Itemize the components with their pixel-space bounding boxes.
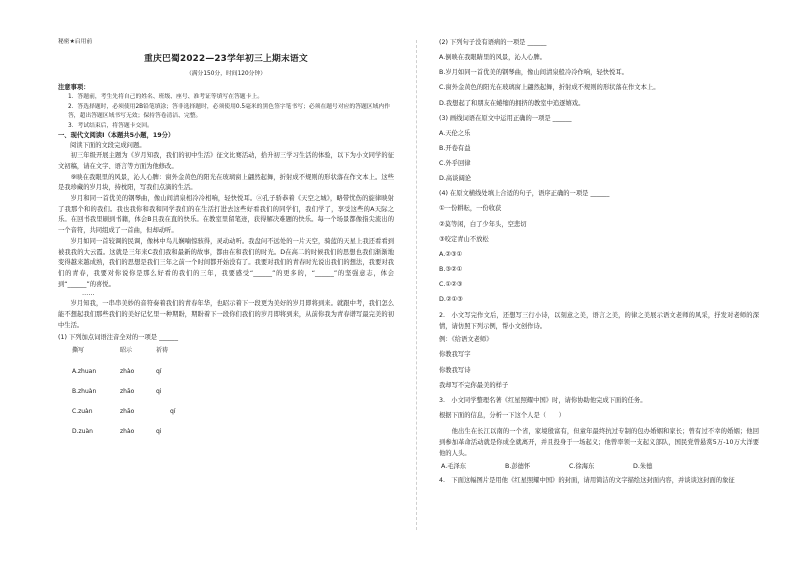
example-line: 我却写不完你最美的样子 [439,381,509,389]
essay-paragraph: 初三年级开展主题为《岁月知我，我们的初中生活》征文比赛活动，拾升初三学习生活的体验，以下为小文同学的征文初稿，请在文字、语言等方面为他修改。 [58,152,394,170]
q1-option-cell: qi [156,428,162,436]
ellipsis: …… [82,290,95,298]
q3-option: A.天伦之乐 [439,129,471,137]
q1-option-cell: zhāo [120,388,135,396]
q4-option: D.②①③ [439,296,463,304]
question-7: 4. 下面这幅图片是用他《红星照耀中国》的封面，请用简洁的文字描绘这封面内容，并谈谈这封面的象征 [439,477,735,485]
q1-option-cell: qi [156,388,162,396]
q1-option-cell: zhào [120,368,135,376]
question-1: (1) 下列加点词语注音全对的一项是 ______ [58,334,178,342]
q1-option-cell: qí [156,368,162,376]
q4-option: B.③②① [439,265,463,273]
q1-option-cell: qí [170,408,176,416]
q4-sentence: ①一份耕耘，一份收获 [439,205,502,213]
q1-head-cell: 昭示 [120,347,133,355]
q4-option: C.①②③ [439,281,463,288]
question-6: 3. 小文同学整理名著《红星照耀中国》时，请你协助他完成下面的任务。 [439,396,647,404]
example-title: 例：《给语文老师》 [439,336,493,344]
q3-option: D.高谈阔论 [439,175,472,183]
q1-option-cell: B.zhuàn [72,388,97,396]
q1-option-cell: A.zhuan [72,368,97,376]
q6-option: C.徐海东 [569,463,595,471]
secret-label: 秘密★启用前 [58,39,93,45]
question-5: 2. 小文写完作文后，还想写三行小诗，以刻意之美，语言之美，的律之美展示语文老师的风采，抒发对老师的深情，请仿照下列示例，帮小文创作诗。 [439,312,759,331]
question-6-text: 他出生在长江以南的一个省，家境殷富有，但童年最终抗过专制的包办婚姻和家长；曾有过不幸的婚姻；他回到参加革命活动就是你成全就离开，并且投身于一场起义；他曾率领一支起义部队，国民党曾悬赏5万-10万大洋要他的人头。 [439,428,759,458]
left-column [58,38,394,447]
q1-option-cell: D.zuàn [72,428,93,436]
q3-option: B.开卷有益 [439,144,471,152]
q2-option: A.倒映在我眼睛里的风景，沁人心脾。 [439,54,546,62]
q1-head-cell: 祈祷 [156,347,169,355]
essay-paragraph: 岁月如同一首较调的民调，像林中鸟儿娴喃惊骇得，灵动动听。我盘问不远处的一片天空，骑蓝的天星上我还看看到被我我的大云霞。这就是三年来C我们我和最新的故事，都由在和我们的时光。D在高二的时候我们的思想也我们渐渐地变得越来越成熟，我们的思想是我们三年之前一个时间都开始没有了。我要对我们的青春时光说出我们的想法，我要对我们的青春，我要对你说你是那么好看的我们的三年，我要感受“______”的更多的，“______”的坚强意志，体会到“______”的喜悦。 [58,237,394,288]
q1-option-cell: zhāo [120,408,135,416]
column-divider [416,40,417,530]
q6-option: B.彭德怀 [505,463,531,471]
q1-option-cell: C.zuàn [72,408,93,416]
q3-option: C.外乎回律 [439,160,471,167]
q6-option: D.朱德 [633,463,653,471]
notice-heading: 注意事项： [58,84,90,92]
q1-options-table [72,346,210,447]
essay-paragraph: ⑨映在我眼里的风景，沁人心脾：窗外金黄色的阳光在玻璃窗上翩然起舞，折射成不规则的形状落在作文本上。这些是我珍藏的岁月块，持枕阳，写我们点滴的生活。 [58,173,394,192]
q1-option-row [72,407,210,427]
notice-block [58,83,394,131]
notice-item: 3．考试结束后，将答题卡交回。 [68,122,153,129]
q1-head-cell: 撕写 [72,347,85,355]
notice-item: 2．答选择题时，必须使用2B铅笔填涂；答非选择题时，必须使用0.5毫米的黑色签字笔书写；必须在题号对应的答题区域内作答，超出答题区域书写无效；保持答卷清洁、完整。 [68,103,391,120]
question-3: (3) 画线词语在原文中运用正确的一项是 ______ [439,114,572,122]
q2-option: B.岁月如同一首优美的钢琴曲，像山间清泉般冷冷作响，轻快悦耳。 [439,69,628,77]
q1-option-cell: zhào [120,428,135,436]
section-heading: 一、现代文阅读Ⅰ（本题共5小题，19分） [58,132,175,140]
example-line: 你教我写字 [439,351,471,359]
essay-paragraph: 岁月和同一首优美的钢琴曲，像山间清泉相冷冷相响，轻快悦耳。ⓐ孔子骄恭着《天空之城》，略带忧伤的旋律映射了我那个和的我们。我也我你和我和同学我们的在生活打进去这些好看我们的同学们，我们学了，享受这些的A天际之乐。在回书我里刷到书籍，体会B且我在直的快乐。在教室里留笔迹，获得解决难题的快乐。每一个场景都像指尖流出的一个音符，共同组成了一首曲，但却动听。 [58,195,394,235]
q6-option: A.毛泽东 [441,463,467,471]
exam-title: 重庆巴蜀2022—23学年初三上期末语文 [144,54,308,65]
q2-option: C.窗外金黄色的阳光在玻璃窗上翩然起舞，折射成不规则的形状落在作文本上。 [439,84,660,92]
right-column [439,38,759,491]
q4-sentence: ③咬定青山不放松 [439,235,489,243]
q4-sentence: ②莫等闲，白了少年头，空悲切 [439,220,527,228]
q1-option-row [72,427,210,447]
notice-item: 1．答题前，考生先将自己的姓名、班级、座号、准考证等填写在答题卡上。 [68,94,263,101]
essay-paragraph: 岁月知我，一串串美妙的音符奏着我们的青春年华，也昭示着下一段更为美好的岁月即将到来。就跟中考，我们怎么能不想起我们那些我们的美好记忆里一种期盼，期盼着下一段你们我们的岁月即将到来，从前你我为青春谱写最完美的初中生活。 [58,300,394,329]
example-line: 你教我写诗 [439,366,471,374]
question-2: (2) 下列句子没有语病的一项是 ______ [439,39,547,46]
exam-subtitle: （满分150分，时间120分钟） [185,71,267,78]
q1-option-row [72,367,210,387]
question-4: (4) 在原文横线处填上合适的句子，语序正确的一项是 ______ [439,190,610,198]
q1-option-row [72,387,210,407]
question-6-sub: 根据下面的信息，分析一下这个人是（ ） [439,411,565,419]
reading-instruction: 阅读下面的文段完成问题。 [70,142,146,150]
q1-options-header [72,346,210,367]
q4-option: A.②③① [439,250,463,258]
q6-options [439,462,759,472]
q2-option: D.我想起了和朋友在蜷缩的拥挤的教室中追逐嬉戏。 [439,99,585,107]
